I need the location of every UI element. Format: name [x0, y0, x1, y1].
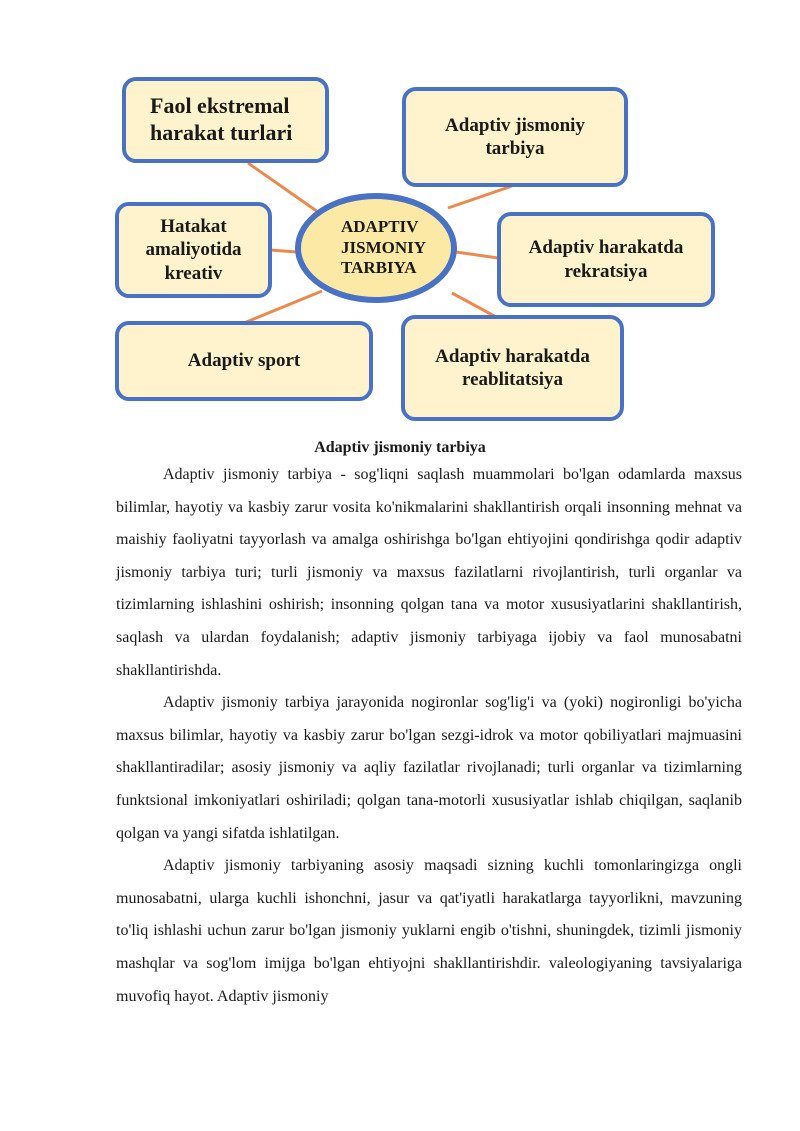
node-label: Adaptiv jismoniy tarbiya	[445, 114, 585, 159]
node-faol-ekstremal	[122, 77, 329, 163]
connector-mid-right	[456, 252, 498, 258]
node-adaptiv-sport	[115, 321, 373, 401]
paragraph: Adaptiv jismoniy tarbiyaning asosiy maqsadi sizning kuchli tomonlaringizga ongli munosabatni, ularga kuchli ishonchni, jasur va qat'iyatli harakatlarga tayyorlikni, mavzuning to'liq ishlashi uchun zarur bo'lgan jismoniy yuklarni engib o'tishni, shuningdek, tizimli jismoniy mashqlar va sog'lom imijga bo'lgan ehtiyojni shakllantirishdir. valeologiyaning tavsiyalariga muvofiq hayot. Adaptiv jismoniy	[116, 857, 742, 1005]
body-text	[116, 459, 742, 1013]
center-node	[295, 193, 457, 303]
paragraph: Adaptiv jismoniy tarbiya - sog'liqni saqlash muammolari bo'lgan odamlarda maxsus bilimlar, hayotiy va kasbiy zarur vosita ko'nikmalarini shakllantirish orqali insonning mehnat va maishiy faoliyatni tayyorlash va amalga oshirishga bo'lgan ehtiyojini qondirishga qodir adaptiv jismoniy tarbiya turi; turli jismoniy va maxsus fazilatlarni rivojlantirish, turli organlar va tizimlarning ishlashini oshirish; insonning qolgan tana va motor xususiyatlarini shakllantirish, saqlash va ulardan foydalanish; adaptiv jismoniy tarbiyaga ijobiy va faol munosabatni shakllantirishda.	[116, 466, 742, 679]
connector-top-right	[448, 186, 512, 208]
node-label: Hatakat amaliyotida kreativ	[145, 216, 242, 284]
mind-map-diagram	[0, 0, 800, 430]
connector-mid-left	[270, 250, 297, 252]
node-adaptiv-rekratsiya	[497, 212, 715, 307]
node-label: Adaptiv harakatda rekratsiya	[528, 237, 684, 282]
node-label: Faol ekstremal harakat turlari	[150, 93, 293, 145]
paragraph: Adaptiv jismoniy tarbiya jarayonida nogironlar sog'lig'i va (yoki) nogironligi bo'yicha maxsus bilimlar, hayotiy va kasbiy zarur bo'lgan sezgi-idrok va motor qobiliyatlari majmuasini shakllantiradilar; asosiy jismoniy va aqliy fazilatlar rivojlanadi; turli organlar va tizimlarning funktsional imkoniyatlari oshiriladi; qolgan tana-motorli xususiyatlar ishlab chiqilgan, saqlanib qolgan va yangi sifatda ishlatilgan.	[116, 694, 742, 842]
node-hatakat-amaliyotida	[115, 202, 272, 298]
node-adaptiv-jismoniy-tarbiya	[402, 87, 628, 187]
node-label: Adaptiv harakatda reablitatsiya	[435, 345, 590, 390]
node-label: Adaptiv sport	[187, 350, 301, 372]
center-node-label: ADAPTIV JISMONIY TARBIYA	[341, 217, 427, 278]
node-adaptiv-reablitatsiya	[401, 315, 624, 421]
figure-caption: Adaptiv jismoniy tarbiya	[314, 439, 486, 456]
